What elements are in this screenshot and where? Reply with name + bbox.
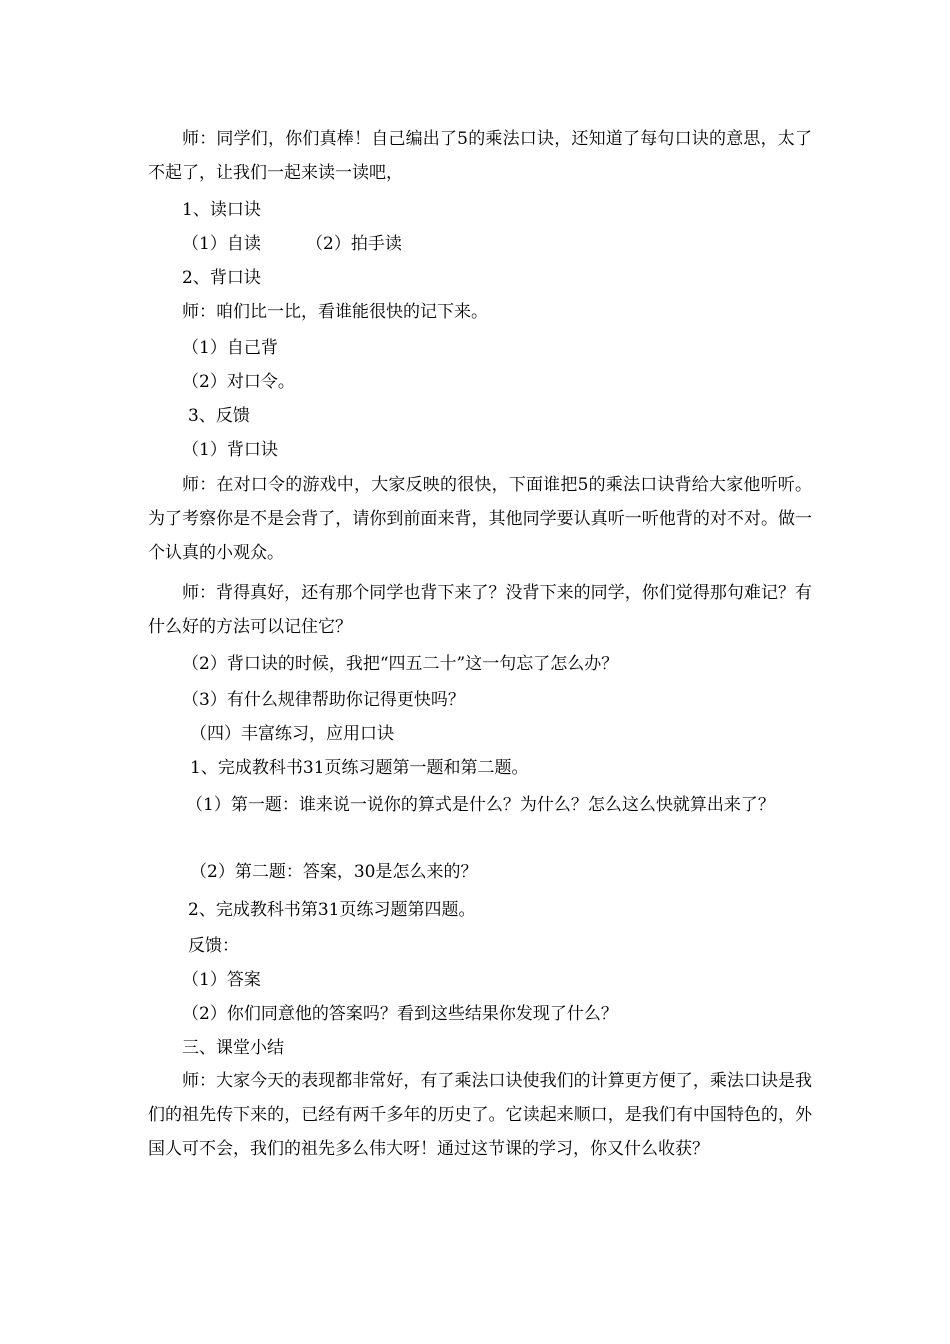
item-clap-read: （2）拍手读: [306, 234, 402, 254]
summary-heading: 三、课堂小结: [182, 1038, 284, 1058]
item-pair-recite: （2）对口令。: [182, 372, 295, 392]
exercise-two-feedback: 反馈：: [188, 936, 239, 956]
heading-recite-formula: 2、背口诀: [182, 268, 261, 288]
exercise-one-heading: 1、完成教科书31页练习题第一题和第二题。: [190, 758, 529, 778]
paragraph-difficult-line: 师：背得真好，还有那个同学也背下来了？没背下来的同学，你们觉得那句难记？有什么好的方法可以记住它？: [148, 583, 812, 637]
paragraph-praise: 师：同学们，你们真棒！自己编出了5的乘法口诀，还知道了每句口诀的意思，太了不起了，让我们一起来读一读吧，: [148, 129, 812, 183]
exercise-two-heading: 2、完成教科书第31页练习题第四题。: [188, 900, 476, 920]
paragraph-game-feedback: 师：在对口令的游戏中，大家反映的很快，下面谁把5的乘法口诀背给大家他听听。为了考察你是不是会背了，请你到前面来背，其他同学要认真听一听他背的对不对。做一个认真的小观众。: [148, 475, 812, 563]
exercise-two-discuss: （2）你们同意他的答案吗？看到这些结果你发现了什么？: [182, 1004, 618, 1024]
item-pattern: （3）有什么规律帮助你记得更快吗？: [182, 690, 465, 710]
heading-feedback: 3、反馈: [188, 406, 250, 426]
exercise-one-question-one: （1）第一题：谁来说一说你的算式是什么？为什么？怎么这么快就算出来了？: [186, 795, 775, 815]
paragraph-summary: 师：大家今天的表现都非常好，有了乘法口诀使我们的计算更方便了，乘法口诀是我们的祖先传下来的，已经有两千多年的历史了。它读起来顺口，是我们有中国特色的，外国人可不会，我们的祖先多么伟大呀！通过这节课的学习，你又什么收获？: [148, 1071, 812, 1159]
teacher-compare-line: 师：咱们比一比，看谁能很快的记下来。: [182, 302, 488, 322]
item-self-read: （1）自读: [182, 234, 261, 254]
section-four-heading: （四）丰富练习，应用口诀: [190, 724, 394, 744]
exercise-two-answer: （1）答案: [182, 970, 261, 990]
item-recite-feedback: （1）背口诀: [182, 440, 278, 460]
exercise-one-question-two: （2）第二题：答案，30是怎么来的？: [190, 862, 478, 882]
heading-read-formula: 1、读口诀: [182, 200, 261, 220]
item-self-recite: （1）自己背: [182, 338, 278, 358]
item-forgot-line: （2）背口诀的时候，我把“四五二十”这一句忘了怎么办？: [182, 654, 619, 674]
